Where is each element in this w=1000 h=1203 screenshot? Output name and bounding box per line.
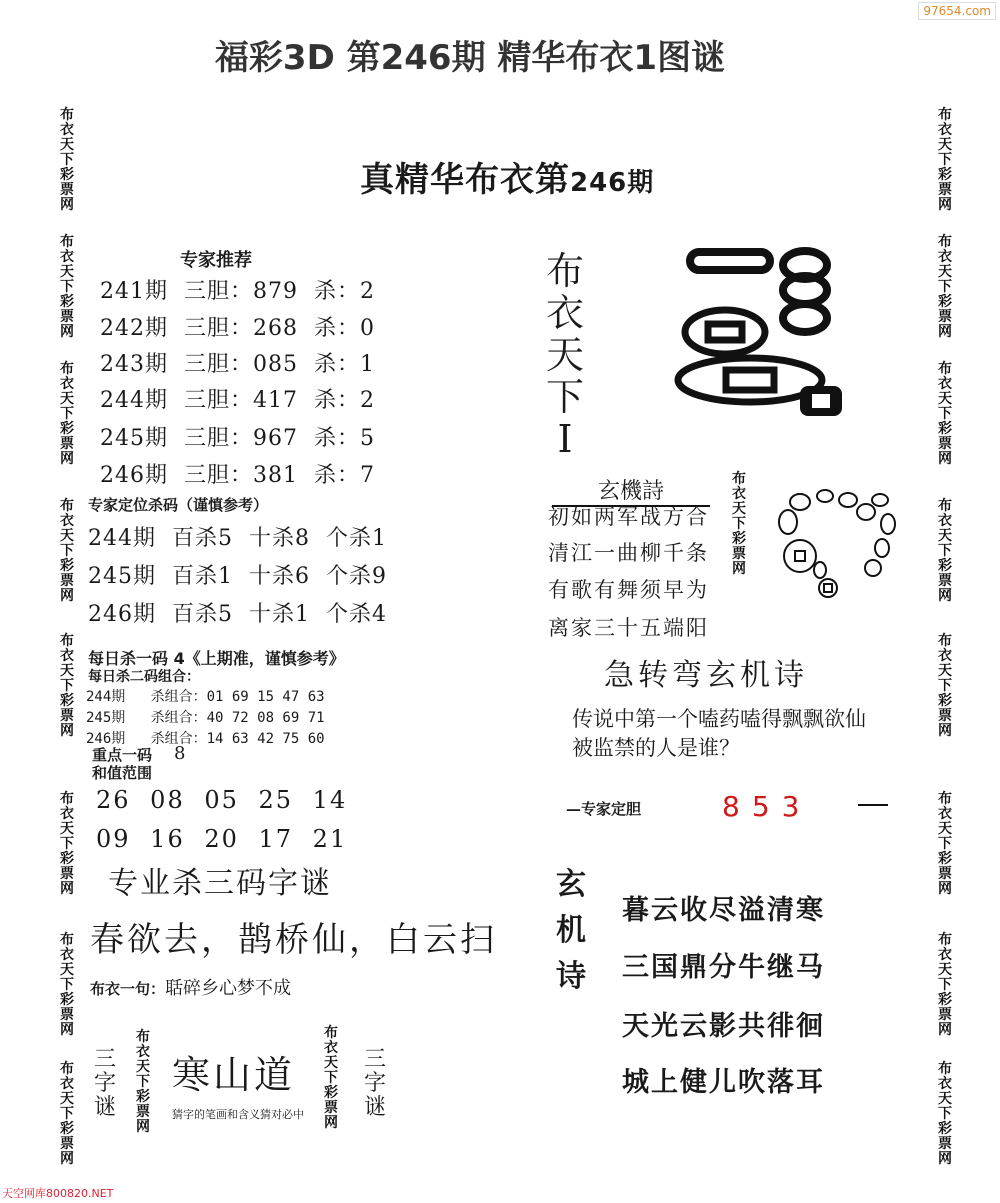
divider-dash xyxy=(858,804,888,806)
daily-kill-row: 244期 杀组合：01 69 15 47 63 xyxy=(86,689,325,705)
coins-illustration xyxy=(670,240,860,425)
dash-glyph xyxy=(690,252,770,270)
side-label: 布 衣 天 下 彩 票 网 xyxy=(136,1029,150,1135)
side-label: 布 衣 天 下 彩 票 网 xyxy=(60,633,74,739)
coin-icon xyxy=(685,310,765,354)
turn-poem-line: 传说中第一个嗑药嗑得飘飘欲仙 xyxy=(572,707,866,731)
key-code-label: 重点一码 xyxy=(92,746,153,764)
coin-necklace-illustration xyxy=(770,488,900,608)
expert-dan-value: 853 xyxy=(722,790,812,823)
mystic-poem-line: 初如两军战方合 xyxy=(548,505,709,529)
position-kill-heading: 专家定位杀码（谨慎参考） xyxy=(88,496,269,514)
three-char-label-left: 三 字 谜 xyxy=(93,1047,116,1120)
sheet-title xyxy=(360,152,654,201)
sum-range-label: 和值范围 xyxy=(92,764,153,782)
coin-icon xyxy=(800,386,842,416)
eight-glyph xyxy=(783,251,827,332)
position-kill-row: 246期 百杀5 十杀1 个杀4 xyxy=(88,602,387,627)
sheet-title-issue: 246期 xyxy=(570,168,655,198)
three-char-riddle: 寒山道 xyxy=(172,1053,296,1097)
expert-row: 244期 三胆：417 杀：2 xyxy=(100,388,375,413)
side-label: 布 衣 天 下 彩 票 网 xyxy=(60,932,74,1038)
footer-site: 天空网库800820.NET xyxy=(2,1187,114,1200)
kill-three-riddle: 春欲去，鹊桥仙，白云扫 xyxy=(90,920,497,960)
xuanji-label: 玄 机 诗 xyxy=(556,867,586,994)
mystic-poem-line: 清江一曲柳千条 xyxy=(548,541,709,565)
side-label: 布 衣 天 下 彩 票 网 xyxy=(60,791,74,897)
position-kill-row: 244期 百杀5 十杀8 个杀1 xyxy=(88,526,387,551)
side-label: 布 衣 天 下 彩 票 网 xyxy=(938,791,952,897)
side-label: 布 衣 天 下 彩 票 网 xyxy=(938,361,952,467)
sum-range-row: 09 16 20 17 21 xyxy=(96,825,348,853)
daily-kill-heading: 每日杀一码 4《上期准，谨慎参考》 xyxy=(88,649,345,668)
three-char-label-right: 三 字 谜 xyxy=(363,1047,386,1120)
side-label: 布 衣 天 下 彩 票 网 xyxy=(60,1061,74,1167)
side-label: 布 衣 天 下 彩 票 网 xyxy=(60,107,74,213)
page-title: 福彩3D 第246期 精华布衣1图谜 xyxy=(214,38,726,78)
three-char-note: 猜字的笔画和含义猜对必中 xyxy=(172,1108,304,1121)
daily-kill-subheading: 每日杀二码组合： xyxy=(88,669,200,685)
expert-row: 243期 三胆：085 杀：1 xyxy=(100,352,375,377)
mystic-poem-heading: 玄機詩 xyxy=(552,474,710,507)
xuanji-line: 三国鼎分牛继马 xyxy=(622,952,825,983)
xuanji-line: 暮云收尽溢清寒 xyxy=(622,895,825,926)
side-label: 布 衣 天 下 彩 票 网 xyxy=(60,234,74,340)
xuanji-line: 城上健儿吹落耳 xyxy=(622,1067,825,1098)
turn-poem-line: 被监禁的人是谁？ xyxy=(572,736,740,760)
side-label: 布 衣 天 下 彩 票 网 xyxy=(938,932,952,1038)
xuanji-line: 天光云影共徘徊 xyxy=(622,1011,825,1042)
side-label: 布 衣 天 下 彩 票 网 xyxy=(732,471,746,577)
side-label: 布 衣 天 下 彩 票 网 xyxy=(60,498,74,604)
expert-dan-label: —专家定胆 xyxy=(566,800,642,818)
side-label: 布 衣 天 下 彩 票 网 xyxy=(60,361,74,467)
site-watermark: 97654.com xyxy=(918,2,996,20)
side-label: 布 衣 天 下 彩 票 网 xyxy=(938,107,952,213)
mystic-poem-line: 离家三十五端阳 xyxy=(548,616,709,640)
turn-poem-heading: 急转弯玄机诗 xyxy=(604,658,808,693)
side-label: 布 衣 天 下 彩 票 网 xyxy=(938,633,952,739)
expert-row: 242期 三胆：268 杀：0 xyxy=(100,316,375,341)
side-label: 布 衣 天 下 彩 票 网 xyxy=(938,498,952,604)
key-code-value: 8 xyxy=(174,743,186,764)
expert-row: 246期 三胆：381 杀：7 xyxy=(100,463,375,488)
daily-kill-row: 245期 杀组合：40 72 08 69 71 xyxy=(86,710,325,726)
right-vertical-title: 布 衣 天 下 I xyxy=(545,249,584,461)
kill-three-heading: 专业杀三码字谜 xyxy=(108,866,332,901)
expert-row: 241期 三胆：879 杀：2 xyxy=(100,279,375,304)
position-kill-row: 245期 百杀1 十杀6 个杀9 xyxy=(88,564,387,589)
one-line-text: 聒碎乡心梦不成 xyxy=(165,978,292,999)
daily-kill-row: 246期 杀组合：14 63 42 75 60 xyxy=(86,731,325,747)
side-label: 布 衣 天 下 彩 票 网 xyxy=(938,1061,952,1167)
sheet-title-text: 真精华布衣第 xyxy=(360,160,570,200)
sum-range-row: 26 08 05 25 14 xyxy=(96,786,348,814)
side-label: 布 衣 天 下 彩 票 网 xyxy=(324,1025,338,1131)
side-label: 布 衣 天 下 彩 票 网 xyxy=(938,234,952,340)
expert-heading: 专家推荐 xyxy=(180,250,252,271)
mystic-poem-line: 有歌有舞须早为 xyxy=(548,578,709,602)
one-line-label: 布衣一句： xyxy=(90,980,166,998)
dash-left: — xyxy=(566,800,581,818)
expert-row: 245期 三胆：967 杀：5 xyxy=(100,426,375,451)
